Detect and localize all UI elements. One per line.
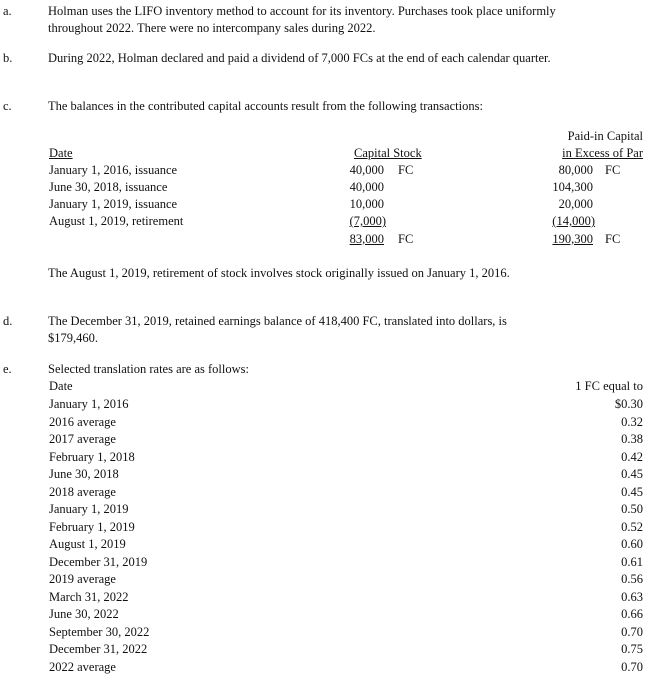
item-marker: a. — [3, 4, 12, 18]
rate-value: 0.32 — [621, 414, 643, 429]
item-text: During 2022, Holman declared and paid a dividend of 7,000 FCs at the end of each calendar quarter. — [48, 51, 551, 65]
rate-date: December 31, 2022 — [49, 642, 148, 656]
rate-value: 0.70 — [621, 659, 643, 674]
total-paid-in: 190,300 — [552, 232, 593, 246]
row-cs-unit: FC — [398, 163, 414, 177]
rate-date: June 30, 2022 — [49, 607, 119, 621]
item-text: Selected translation rates are as follows: — [48, 362, 249, 376]
row-date: June 30, 2018, issuance — [49, 180, 168, 194]
rate-value: 0.45 — [621, 484, 643, 499]
rate-value: 0.50 — [621, 502, 643, 516]
item-text: The December 31, 2019, retained earnings balance of 418,400 FC, translated into dollars, is $179,460. — [48, 314, 507, 345]
rates-header-rate: 1 FC equal to — [575, 379, 643, 393]
table-row — [0, 179, 650, 196]
header-paid-in-excess: in Excess of Par — [562, 146, 643, 160]
rate-value: 0.70 — [621, 624, 643, 639]
item-text: Holman uses the LIFO inventory method to account for its inventory. Purchases took place uniformly throughout 2022. There were no intercompany sales during 2022. — [48, 4, 556, 35]
rate-value: 0.61 — [621, 554, 643, 569]
rates-row — [0, 624, 650, 641]
rates-row — [0, 606, 650, 623]
row-date: January 1, 2019, issuance — [49, 197, 178, 211]
item-marker: e. — [3, 362, 12, 376]
item-marker: d. — [3, 314, 13, 328]
rates-row — [0, 466, 650, 483]
row-capital-stock: 40,000 — [349, 163, 384, 177]
rate-date: August 1, 2019 — [49, 537, 126, 551]
rate-date: January 1, 2016 — [49, 397, 129, 411]
header-date: Date — [49, 146, 73, 160]
table-row — [0, 196, 650, 213]
rates-row — [0, 554, 650, 571]
rate-value: 0.75 — [621, 642, 643, 656]
rates-row — [0, 641, 650, 658]
rate-value: 0.42 — [621, 449, 643, 464]
rate-value: 0.38 — [621, 432, 643, 446]
rate-value: $0.30 — [614, 397, 643, 411]
rate-date: September 30, 2022 — [49, 624, 150, 639]
rate-date: March 31, 2022 — [49, 589, 129, 604]
item-marker: c. — [3, 99, 12, 113]
rate-value: 0.56 — [621, 572, 643, 586]
rates-header-row — [0, 378, 650, 395]
header-paid-in: Paid-in Capital — [567, 129, 643, 143]
header-capital-stock: Capital Stock — [354, 146, 422, 160]
total-pi-unit: FC — [605, 232, 621, 246]
rates-row — [0, 519, 650, 536]
row-date: August 1, 2019, retirement — [49, 214, 184, 228]
rates-row — [0, 571, 650, 588]
rates-row — [0, 396, 650, 413]
item-marker: b. — [3, 51, 13, 65]
rates-row — [0, 501, 650, 518]
item-text: The balances in the contributed capital accounts result from the following transactions: — [48, 99, 483, 113]
total-capital-stock: 83,000 — [349, 232, 384, 246]
rates-row — [0, 431, 650, 448]
rate-date: February 1, 2019 — [49, 519, 135, 534]
rates-row — [0, 484, 650, 501]
row-pi-unit: FC — [605, 163, 621, 177]
rate-date: 2017 average — [49, 432, 116, 446]
rates-row — [0, 414, 650, 431]
note-text: The August 1, 2019, retirement of stock involves stock originally issued on January 1, 2016. — [48, 266, 510, 280]
row-paid-in: 80,000 — [558, 163, 593, 177]
row-capital-stock: 10,000 — [349, 197, 384, 211]
row-capital-stock: 40,000 — [349, 180, 384, 194]
rates-row — [0, 449, 650, 466]
rate-value: 0.45 — [621, 467, 643, 481]
rate-date: January 1, 2019 — [49, 502, 129, 516]
rate-date: 2022 average — [49, 659, 116, 674]
rate-date: June 30, 2018 — [49, 467, 119, 481]
rate-date: December 31, 2019 — [49, 554, 148, 569]
rate-date: February 1, 2018 — [49, 449, 135, 464]
rate-value: 0.66 — [621, 607, 643, 621]
row-paid-in: (14,000) — [552, 214, 595, 228]
table-row — [0, 213, 650, 230]
row-paid-in: 104,300 — [552, 180, 593, 194]
row-capital-stock: (7,000) — [349, 214, 386, 228]
rates-row — [0, 536, 650, 553]
rates-row — [0, 659, 650, 676]
rate-value: 0.52 — [621, 519, 643, 534]
rate-value: 0.63 — [621, 589, 643, 604]
rate-date: 2018 average — [49, 484, 116, 499]
rate-date: 2016 average — [49, 414, 116, 429]
rates-row — [0, 589, 650, 606]
table-header-row — [0, 145, 650, 162]
rate-value: 0.60 — [621, 537, 643, 551]
total-cs-unit: FC — [398, 232, 414, 246]
row-date: January 1, 2016, issuance — [49, 163, 178, 177]
row-paid-in: 20,000 — [558, 197, 593, 211]
table-total-row — [0, 231, 650, 248]
table-row — [0, 162, 650, 179]
rate-date: 2019 average — [49, 572, 116, 586]
rates-header-date: Date — [49, 379, 73, 393]
table-header-row — [0, 128, 650, 145]
